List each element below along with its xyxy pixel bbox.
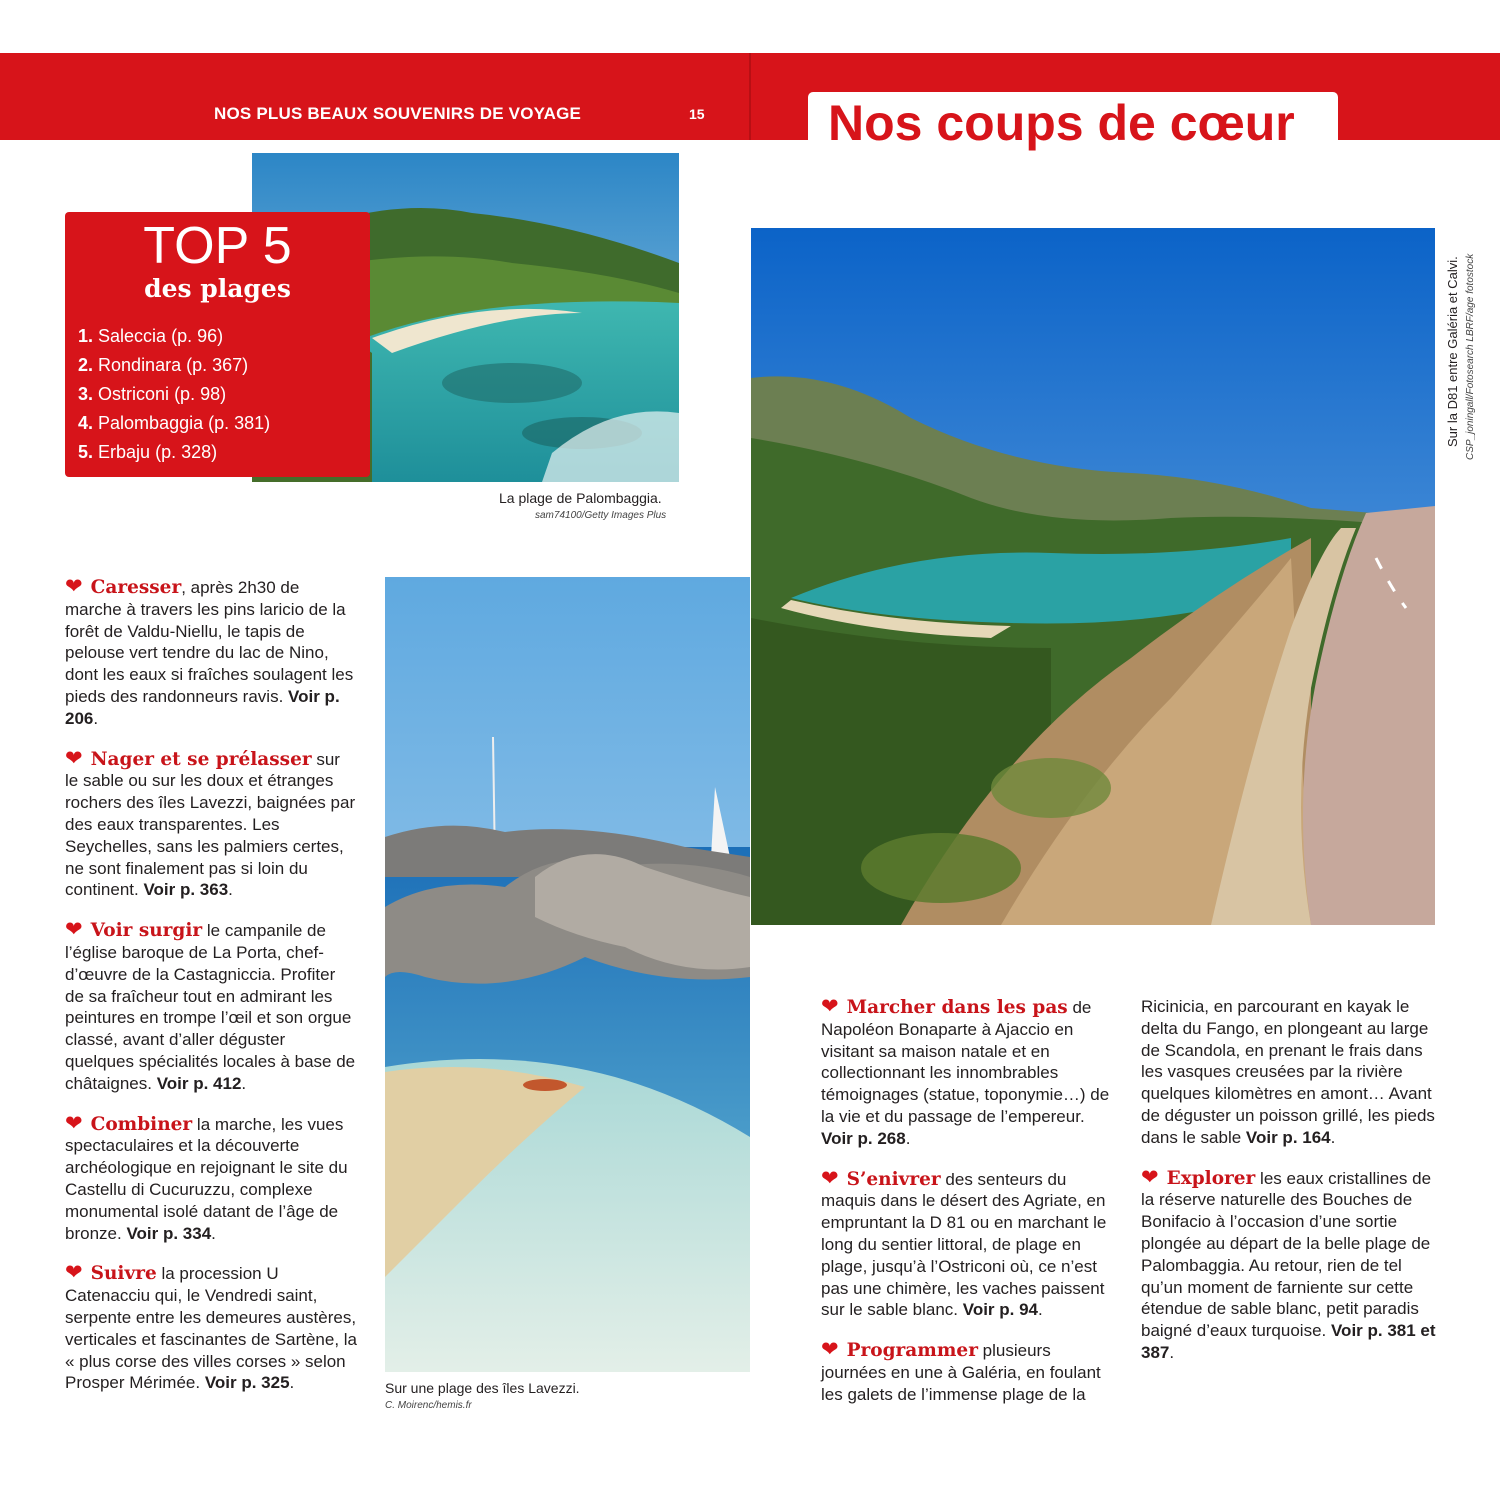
- list-item: 2. Rondinara (p. 367): [78, 355, 249, 375]
- entry: ❤ Combiner la marche, les vues spectaculaires et la découverte archéologique en rejoignant le site du Castellu di Cucuruzzu, complexe monumental isolé datant de l’âge de bronze. Voir p. 334.: [65, 1111, 348, 1243]
- entries-column-3: [1141, 996, 1441, 1382]
- palombaggia-credit: sam74100/Getty Images Plus: [535, 510, 667, 521]
- top5-list: [78, 326, 270, 471]
- top5-title: TOP 5: [143, 217, 292, 275]
- entry: ❤ Voir surgir le campanile de l’église baroque de La Porta, chef-d’œuvre de la Castagniccia. Profiter de sa fraîcheur tout en admirant les peintures en trompe l’œil et son orgue classé, avant d’aller déguster quelques spécialités locales à base de châtaignes. Voir p. 412.: [65, 918, 356, 1093]
- entry: ❤ Marcher dans les pas de Napoléon Bonaparte à Ajaccio en visitant sa maison natale et en collectionnant les innombrables témoignages (statue, toponymie…) de la vie et du passage de l’empereur. Voir p. 268.: [821, 995, 1110, 1148]
- entry-continued: Ricinicia, en parcourant en kayak le delta du Fango, en plongeant au large de Scandola, en prenant le frais dans les vasques creusées par la rivière quelques kilomètres en amont… Avant de déguster un poisson grillé, les pieds dans le sable Voir p. 164.: [1141, 997, 1435, 1147]
- list-item: 5. Erbaju (p. 328): [78, 442, 218, 462]
- heart-icon: ❤: [65, 575, 83, 598]
- heart-icon: ❤: [821, 1166, 839, 1190]
- palombaggia-caption: La plage de Palombaggia.: [499, 490, 662, 506]
- photo-lavezzi: [385, 577, 750, 1372]
- entry: ❤ S’enivrer des senteurs du maquis dans le désert des Agriate, en empruntant la D 81 ou en marchant le long du sentier littoral, de plage en plage, jusqu’à l’Ostriconi où, ce n’est pas une chimère, les vaches paissent sur le sable blanc. Voir p. 94.: [821, 1166, 1107, 1320]
- entry: ❤ Suivre la procession U Catenacciu qui, le Vendredi saint, serpente entre les demeures austères, verticales et fascinantes de Sartène, la « plus corse des villes corses » selon Prosper Mérimée. Voir p. 325.: [65, 1261, 357, 1393]
- heart-icon: ❤: [65, 746, 83, 770]
- entry: ❤ Explorer les eaux cristallines de la réserve naturelle des Bouches de Bonifacio à l’occasion d’une sortie plongée au départ de la belle plage de Palombaggia. Au retour, rien de tel qu’un moment de farniente sur cette étendue de sable blanc, petit paradis baigné d’eaux turquoise. Voir p. 381 et 387.: [1141, 1165, 1436, 1362]
- d81-caption: Sur la D81 entre Galéria et Calvi.: [1445, 256, 1460, 447]
- d81-credit: CSP_joningall/Fotosearch LBRF/age fotostock: [1465, 253, 1476, 460]
- entry: ❤ Programmer plusieurs journées en une à Galéria, en foulant les galets de l’immense plage de la: [821, 1338, 1101, 1404]
- page-number: 15: [689, 106, 705, 122]
- photo-d81: [751, 228, 1435, 925]
- heart-icon: ❤: [821, 995, 839, 1018]
- list-item: 1. Saleccia (p. 96): [78, 326, 224, 346]
- heart-icon: ❤: [1141, 1165, 1159, 1189]
- heart-icon: ❤: [821, 1338, 839, 1362]
- entries-column-1: [65, 576, 357, 1412]
- heart-icon: ❤: [65, 1261, 83, 1285]
- heart-icon: ❤: [65, 1111, 83, 1135]
- lavezzi-credit: C. Moirenc/hemis.fr: [385, 1400, 472, 1411]
- entry: ❤ Caresser, après 2h30 de marche à travers les pins laricio de la forêt de Valdu-Niellu, le tapis de pelouse vert tendre du lac de Nino, dont les eaux si fraîches soulagent les pieds des randonneurs ravis. Voir p. 206.: [65, 575, 354, 728]
- list-item: 4. Palombaggia (p. 381): [78, 413, 271, 433]
- top5-subtitle: des plages: [144, 274, 291, 303]
- page-gutter: [749, 53, 751, 140]
- section-title: Nos coups de cœur: [828, 95, 1295, 151]
- heart-icon: ❤: [65, 918, 83, 942]
- entry: ❤ Nager et se prélasser sur le sable ou sur les doux et étranges rochers des îles Lavezzi, baignées par des eaux transparentes. Les Seychelles, sans les palmiers certes, ne sont finalement pas si loin du continent. Voir p. 363.: [65, 746, 356, 900]
- list-item: 3. Ostriconi (p. 98): [78, 384, 227, 404]
- lavezzi-caption: Sur une plage des îles Lavezzi.: [385, 1380, 580, 1396]
- running-title: NOS PLUS BEAUX SOUVENIRS DE VOYAGE: [214, 104, 582, 123]
- entries-column-2: [821, 996, 1119, 1424]
